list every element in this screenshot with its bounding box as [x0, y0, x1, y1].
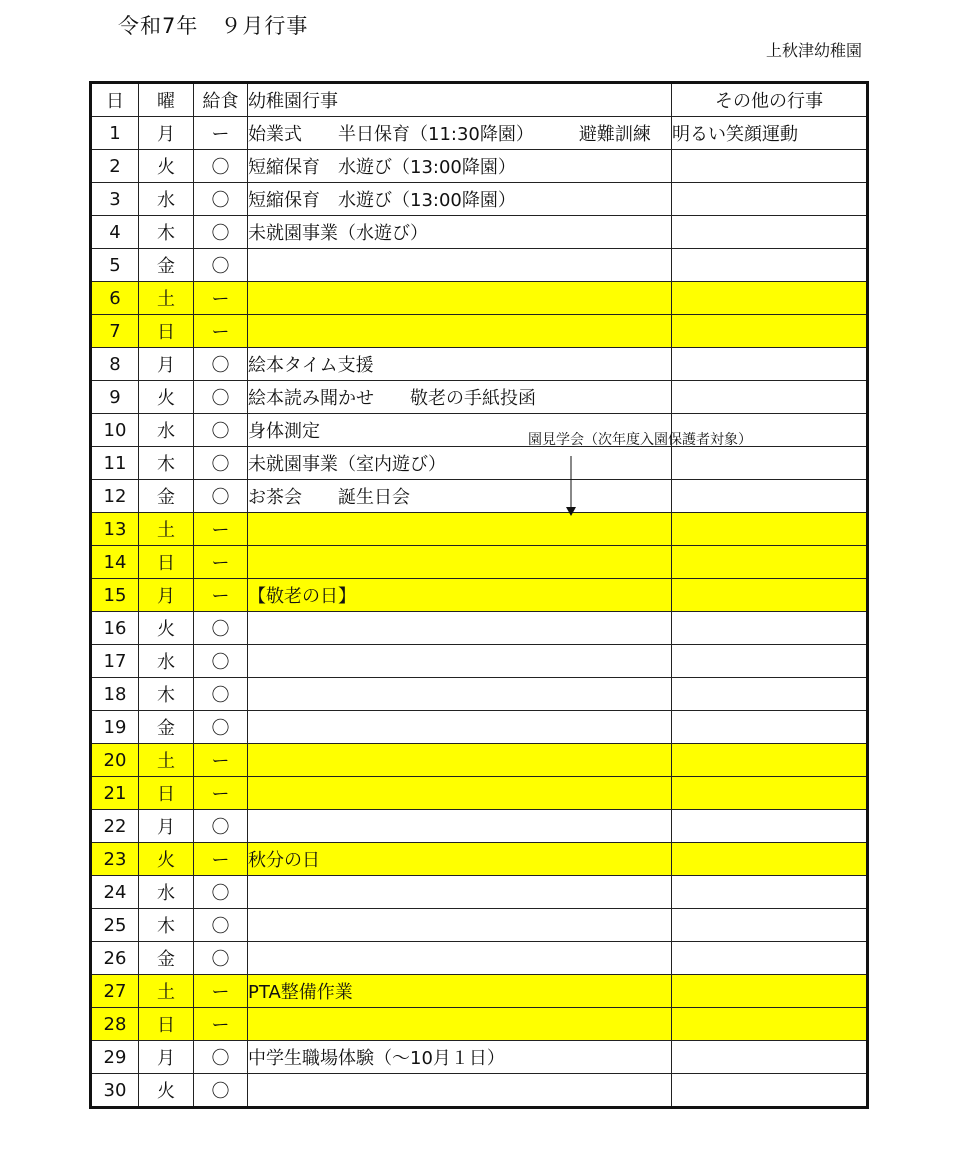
table-row: [91, 744, 868, 777]
lunch-cell: ー: [194, 975, 248, 1008]
other-events-cell: [672, 975, 868, 1008]
other-events-cell: [672, 744, 868, 777]
kindergarten-events-cell: [248, 249, 672, 282]
kindergarten-events-cell: 身体測定: [248, 414, 672, 447]
lunch-cell: ー: [194, 744, 248, 777]
annotation-arrow-icon: [564, 456, 578, 518]
day-cell: 9: [91, 381, 139, 414]
page-title: 令和7年 ９月行事: [118, 14, 309, 38]
day-cell: 16: [91, 612, 139, 645]
weekday-cell: 火: [139, 381, 194, 414]
other-events-cell: [672, 645, 868, 678]
other-events-cell: [672, 843, 868, 876]
weekday-cell: 月: [139, 1041, 194, 1074]
lunch-cell: 〇: [194, 1074, 248, 1108]
weekday-cell: 水: [139, 183, 194, 216]
weekday-cell: 土: [139, 513, 194, 546]
other-events-cell: [672, 183, 868, 216]
weekday-cell: 水: [139, 414, 194, 447]
kindergarten-events-cell: 秋分の日: [248, 843, 672, 876]
other-events-cell: [672, 1008, 868, 1041]
kindergarten-events-cell: [248, 876, 672, 909]
other-events-cell: [672, 150, 868, 183]
day-cell: 25: [91, 909, 139, 942]
table-row: [91, 282, 868, 315]
lunch-cell: ー: [194, 546, 248, 579]
kindergarten-events-cell: [248, 711, 672, 744]
lunch-cell: 〇: [194, 612, 248, 645]
lunch-cell: ー: [194, 843, 248, 876]
other-events-cell: [672, 942, 868, 975]
table-row: [91, 1041, 868, 1074]
table-row: [91, 678, 868, 711]
day-cell: 20: [91, 744, 139, 777]
lunch-cell: 〇: [194, 942, 248, 975]
lunch-cell: ー: [194, 777, 248, 810]
weekday-cell: 木: [139, 447, 194, 480]
table-row: [91, 810, 868, 843]
kindergarten-events-cell: [248, 942, 672, 975]
kindergarten-events-cell: 中学生職場体験（～10月１日）: [248, 1041, 672, 1074]
weekday-cell: 火: [139, 150, 194, 183]
table-row: [91, 645, 868, 678]
other-events-cell: [672, 381, 868, 414]
day-cell: 13: [91, 513, 139, 546]
table-row: [91, 348, 868, 381]
school-name: 上秋津幼稚園: [765, 41, 862, 60]
kindergarten-events-cell: [248, 1008, 672, 1041]
table-row: [91, 579, 868, 612]
other-events-cell: 明るい笑顔運動: [672, 117, 868, 150]
header-day: 日: [91, 83, 139, 117]
day-cell: 24: [91, 876, 139, 909]
lunch-cell: 〇: [194, 348, 248, 381]
day-cell: 7: [91, 315, 139, 348]
header-lunch: 給食: [194, 83, 248, 117]
other-events-cell: [672, 777, 868, 810]
table-row: [91, 843, 868, 876]
kindergarten-events-cell: 未就園事業（水遊び）: [248, 216, 672, 249]
kindergarten-events-cell: [248, 909, 672, 942]
weekday-cell: 木: [139, 909, 194, 942]
table-row: [91, 117, 868, 150]
other-events-cell: [672, 876, 868, 909]
table-row: [91, 183, 868, 216]
day-cell: 2: [91, 150, 139, 183]
table-row: [91, 711, 868, 744]
weekday-cell: 日: [139, 1008, 194, 1041]
kindergarten-events-cell: [248, 777, 672, 810]
other-events-cell: [672, 249, 868, 282]
weekday-cell: 火: [139, 843, 194, 876]
day-cell: 28: [91, 1008, 139, 1041]
kindergarten-events-cell: [248, 282, 672, 315]
weekday-cell: 日: [139, 777, 194, 810]
kindergarten-events-cell: PTA整備作業: [248, 975, 672, 1008]
table-row: [91, 975, 868, 1008]
weekday-cell: 水: [139, 645, 194, 678]
day-cell: 22: [91, 810, 139, 843]
other-events-cell: [672, 513, 868, 546]
day-cell: 27: [91, 975, 139, 1008]
other-events-cell: [672, 909, 868, 942]
other-events-cell: [672, 579, 868, 612]
kindergarten-events-cell: [248, 645, 672, 678]
table-row: [91, 1008, 868, 1041]
lunch-cell: ー: [194, 579, 248, 612]
kindergarten-events-cell: 絵本タイム支援: [248, 348, 672, 381]
day-cell: 3: [91, 183, 139, 216]
weekday-cell: 土: [139, 282, 194, 315]
weekday-cell: 木: [139, 678, 194, 711]
lunch-cell: 〇: [194, 711, 248, 744]
kindergarten-events-cell: お茶会 誕生日会: [248, 480, 672, 513]
table-row: [91, 513, 868, 546]
lunch-cell: 〇: [194, 876, 248, 909]
other-events-cell: [672, 1041, 868, 1074]
lunch-cell: 〇: [194, 381, 248, 414]
day-cell: 8: [91, 348, 139, 381]
day-cell: 18: [91, 678, 139, 711]
header-kindergarten-events: 幼稚園行事: [248, 83, 672, 117]
lunch-cell: 〇: [194, 183, 248, 216]
day-cell: 10: [91, 414, 139, 447]
day-cell: 15: [91, 579, 139, 612]
table-row: [91, 942, 868, 975]
lunch-cell: 〇: [194, 678, 248, 711]
lunch-cell: 〇: [194, 414, 248, 447]
day-cell: 14: [91, 546, 139, 579]
weekday-cell: 月: [139, 579, 194, 612]
header-weekday: 曜: [139, 83, 194, 117]
weekday-cell: 火: [139, 612, 194, 645]
weekday-cell: 土: [139, 975, 194, 1008]
weekday-cell: 月: [139, 810, 194, 843]
kindergarten-events-cell: [248, 1074, 672, 1108]
other-events-cell: [672, 315, 868, 348]
day-cell: 12: [91, 480, 139, 513]
kindergarten-events-cell: 絵本読み聞かせ 敬老の手紙投函: [248, 381, 672, 414]
lunch-cell: 〇: [194, 447, 248, 480]
table-row: [91, 216, 868, 249]
lunch-cell: 〇: [194, 645, 248, 678]
kindergarten-events-cell: [248, 612, 672, 645]
table-row: [91, 612, 868, 645]
table-row: [91, 480, 868, 513]
kindergarten-events-cell: [248, 744, 672, 777]
weekday-cell: 月: [139, 117, 194, 150]
lunch-cell: ー: [194, 282, 248, 315]
table-row: [91, 150, 868, 183]
lunch-cell: ー: [194, 513, 248, 546]
lunch-cell: 〇: [194, 150, 248, 183]
day-cell: 17: [91, 645, 139, 678]
weekday-cell: 金: [139, 942, 194, 975]
event-calendar-table: [89, 81, 869, 1109]
kindergarten-events-cell: 始業式 半日保育（11:30降園） 避難訓練: [248, 117, 672, 150]
lunch-cell: 〇: [194, 909, 248, 942]
weekday-cell: 日: [139, 546, 194, 579]
other-events-cell: [672, 282, 868, 315]
kindergarten-events-cell: [248, 546, 672, 579]
weekday-cell: 木: [139, 216, 194, 249]
kindergarten-events-cell: 【敬老の日】: [248, 579, 672, 612]
day-cell: 30: [91, 1074, 139, 1108]
other-events-cell: [672, 546, 868, 579]
other-events-cell: [672, 1074, 868, 1108]
table-row: [91, 777, 868, 810]
lunch-cell: ー: [194, 117, 248, 150]
lunch-cell: 〇: [194, 1041, 248, 1074]
weekday-cell: 金: [139, 249, 194, 282]
lunch-cell: ー: [194, 1008, 248, 1041]
other-events-cell: [672, 810, 868, 843]
kindergarten-events-cell: [248, 678, 672, 711]
weekday-cell: 月: [139, 348, 194, 381]
day-cell: 6: [91, 282, 139, 315]
table-row: [91, 909, 868, 942]
day-cell: 5: [91, 249, 139, 282]
lunch-cell: 〇: [194, 249, 248, 282]
other-events-cell: [672, 480, 868, 513]
lunch-cell: ー: [194, 315, 248, 348]
day-cell: 26: [91, 942, 139, 975]
table-row: [91, 249, 868, 282]
weekday-cell: 火: [139, 1074, 194, 1108]
weekday-cell: 土: [139, 744, 194, 777]
lunch-cell: 〇: [194, 216, 248, 249]
other-events-cell: [672, 447, 868, 480]
other-events-cell: [672, 711, 868, 744]
other-events-cell: [672, 348, 868, 381]
kindergarten-events-cell: 短縮保育 水遊び（13:00降園）: [248, 183, 672, 216]
table-row: [91, 315, 868, 348]
day-cell: 21: [91, 777, 139, 810]
day-cell: 19: [91, 711, 139, 744]
kindergarten-events-cell: [248, 315, 672, 348]
table-row: [91, 546, 868, 579]
day-cell: 1: [91, 117, 139, 150]
day-cell: 23: [91, 843, 139, 876]
kindergarten-events-cell: [248, 513, 672, 546]
weekday-cell: 水: [139, 876, 194, 909]
other-events-cell: [672, 678, 868, 711]
kindergarten-events-cell: 未就園事業（室内遊び）: [248, 447, 672, 480]
lunch-cell: 〇: [194, 810, 248, 843]
day-cell: 29: [91, 1041, 139, 1074]
kindergarten-events-cell: [248, 810, 672, 843]
weekday-cell: 金: [139, 480, 194, 513]
other-events-cell: [672, 612, 868, 645]
weekday-cell: 金: [139, 711, 194, 744]
kindergarten-events-cell: 短縮保育 水遊び（13:00降園）: [248, 150, 672, 183]
table-row: [91, 381, 868, 414]
table-row: [91, 447, 868, 480]
header-other-events: その他の行事: [672, 83, 868, 117]
table-row: [91, 1074, 868, 1108]
lunch-cell: 〇: [194, 480, 248, 513]
table-header-row: [91, 83, 868, 117]
open-house-annotation: 園見学会（次年度入園保護者対象）: [528, 432, 752, 448]
weekday-cell: 日: [139, 315, 194, 348]
day-cell: 4: [91, 216, 139, 249]
table-row: [91, 876, 868, 909]
day-cell: 11: [91, 447, 139, 480]
other-events-cell: [672, 216, 868, 249]
